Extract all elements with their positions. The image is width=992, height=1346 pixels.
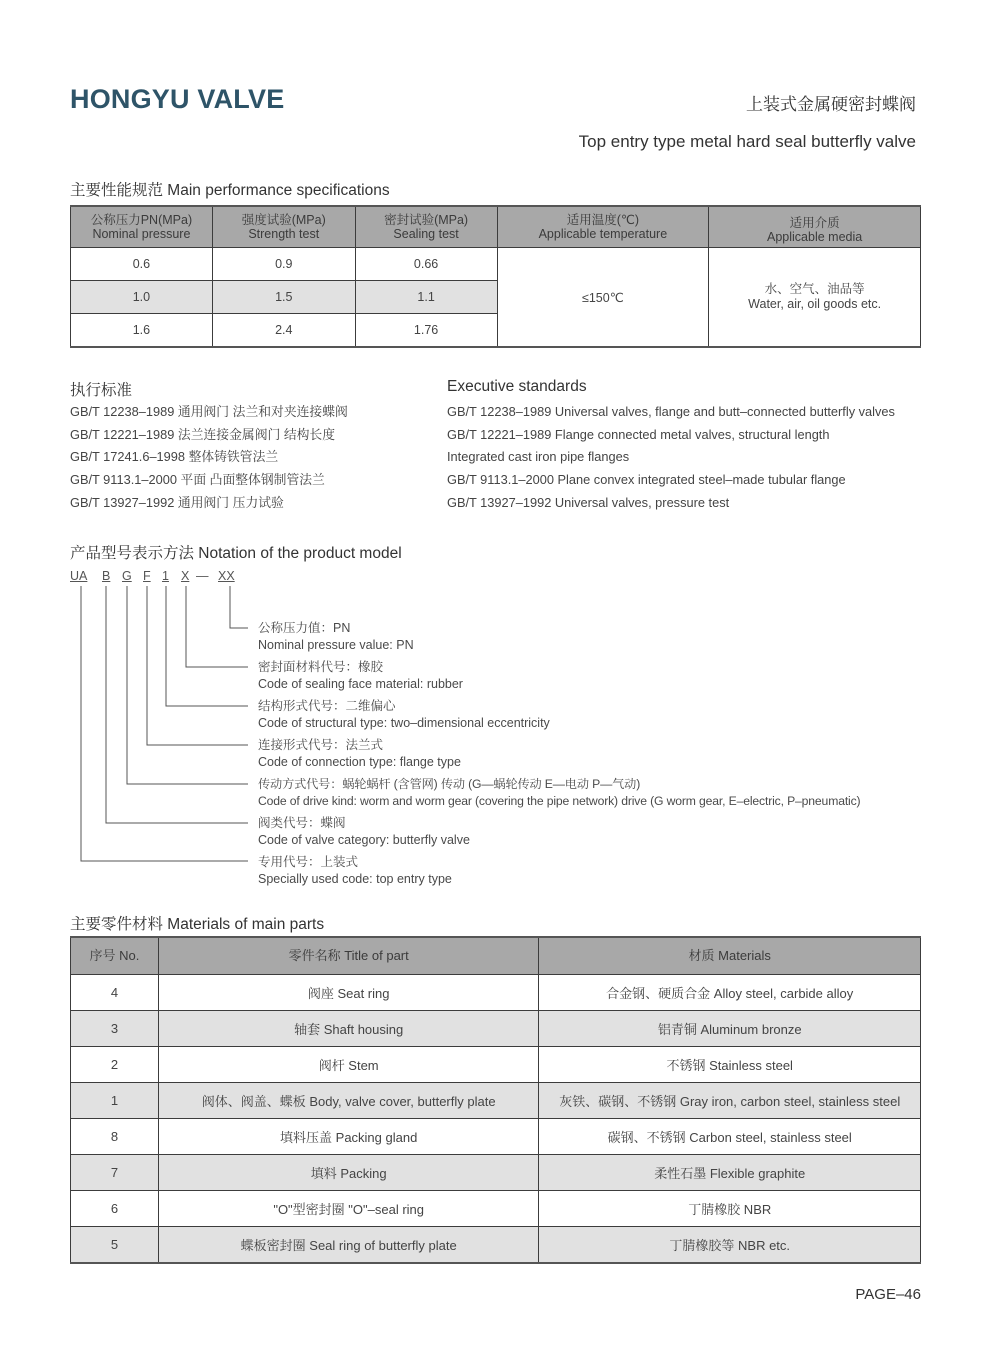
cell-nominal: 0.6	[71, 248, 213, 281]
standard-item: GB/T 12221–1989 法兰连接金属阀门 结构长度	[70, 426, 336, 442]
cell-no: 2	[71, 1047, 159, 1083]
cell-material: 柔性石墨 Flexible graphite	[539, 1155, 921, 1191]
cell-no: 3	[71, 1011, 159, 1047]
cell-material: 灰铁、碳钢、不锈钢 Gray iron, carbon steel, stainless steel	[539, 1083, 921, 1119]
performance-section-title: 主要性能规范 Main performance specifications	[70, 182, 390, 199]
cell-material: 碳钢、不锈钢 Carbon steel, stainless steel	[539, 1119, 921, 1155]
table-row	[71, 1011, 921, 1047]
col-header-strength: 强度试验(MPa) Strength test	[212, 206, 355, 248]
table-row	[71, 975, 921, 1011]
legend-drive-kind: 传动方式代号：蜗轮蜗杆 (含管网) 传动 (G—蜗轮传动 E—电动 P—气动) Code of drive kind: worm and worm gear (covering the pipe network) drive (G worm gear, E–electric, P–pneumatic)	[258, 777, 861, 808]
standard-item: GB/T 13927–1992 通用阀门 压力试验	[70, 494, 284, 510]
code-f: F	[143, 569, 151, 583]
parts-table	[70, 936, 921, 1264]
cell-strength: 0.9	[212, 248, 355, 281]
cell-part: 填料 Packing	[158, 1155, 539, 1191]
cell-strength: 1.5	[212, 281, 355, 314]
cell-sealing: 1.1	[355, 281, 497, 314]
legend-valve-category: 阀类代号：蝶阀 Code of valve category: butterfly valve	[258, 816, 470, 847]
parts-section-title: 主要零件材料 Materials of main parts	[70, 916, 325, 933]
table-row	[71, 1155, 921, 1191]
product-title-en: Top entry type metal hard seal butterfly valve	[578, 132, 916, 151]
code-g: G	[122, 569, 132, 583]
standard-item: GB/T 9113.1–2000 平面 凸面整体钢制管法兰	[70, 472, 325, 488]
standard-item: GB/T 12221–1989 Flange connected metal valves, structural length	[447, 426, 830, 442]
cell-no: 7	[71, 1155, 159, 1191]
product-title-cn: 上装式金属硬密封蝶阀	[746, 95, 916, 114]
code-ua: UA	[70, 569, 88, 583]
cell-no: 1	[71, 1083, 159, 1119]
table-row	[71, 1119, 921, 1155]
cell-sealing: 1.76	[355, 314, 497, 348]
cell-part: 蝶板密封圈 Seal ring of butterfly plate	[158, 1227, 539, 1264]
cell-part: 阀杆 Stem	[158, 1047, 539, 1083]
media-cn: 水、空气、油品等	[764, 282, 865, 296]
code-1: 1	[162, 569, 169, 583]
col-header-part: 零件名称 Title of part	[158, 937, 539, 975]
cell-material: 不锈钢 Stainless steel	[539, 1047, 921, 1083]
cell-material: 铝青铜 Aluminum bronze	[539, 1011, 921, 1047]
cell-no: 6	[71, 1191, 159, 1227]
cell-no: 4	[71, 975, 159, 1011]
cell-sealing: 0.66	[355, 248, 497, 281]
code-x: X	[181, 569, 190, 583]
table-row	[71, 1191, 921, 1227]
cell-part: 阀座 Seat ring	[158, 975, 539, 1011]
model-section-title: 产品型号表示方法 Notation of the product model	[70, 545, 402, 562]
brand-logo: HONGYU VALVE	[70, 84, 285, 114]
legend-connection-type: 连接形式代号：法兰式 Code of connection type: flange type	[258, 738, 461, 769]
col-header-nominal: 公称压力PN(MPa) Nominal pressure	[71, 206, 213, 248]
legend-pressure: 公称压力值：PN Nominal pressure value: PN	[258, 621, 414, 652]
standard-item: GB/T 17241.6–1998 整体铸铁管法兰	[70, 449, 279, 465]
table-row	[71, 1083, 921, 1119]
cell-material: 丁腈橡胶 NBR	[539, 1191, 921, 1227]
standards-title-cn: 执行标准	[70, 382, 133, 399]
cell-material: 合金钢、硬质合金 Alloy steel, carbide alloy	[539, 975, 921, 1011]
standard-item: GB/T 13927–1992 Universal valves, pressure test	[447, 494, 730, 510]
cell-part: 轴套 Shaft housing	[158, 1011, 539, 1047]
cell-nominal: 1.0	[71, 281, 213, 314]
cell-part: "O"型密封圈 "O"–seal ring	[158, 1191, 539, 1227]
col-header-media: 适用介质 Applicable media	[709, 206, 921, 248]
cell-no: 5	[71, 1227, 159, 1264]
col-header-no: 序号 No.	[71, 937, 159, 975]
table-row	[71, 1047, 921, 1083]
code-dash: —	[196, 569, 209, 583]
cell-temperature: ≤150℃	[497, 248, 709, 348]
legend-sealing-material: 密封面材料代号：橡胶 Code of sealing face material: rubber	[258, 660, 463, 691]
cell-no: 8	[71, 1119, 159, 1155]
page-number: PAGE–46	[855, 1286, 921, 1303]
standard-item: GB/T 12238–1989 通用阀门 法兰和对夹连接蝶阀	[70, 404, 348, 419]
code-xx: XX	[218, 569, 235, 583]
legend-special-code: 专用代号：上装式 Specially used code: top entry type	[258, 855, 452, 886]
standard-item: Integrated cast iron pipe flanges	[447, 449, 630, 465]
code-b: B	[102, 569, 111, 583]
standard-item: GB/T 12238–1989 Universal valves, flange and butt–connected butterfly valves	[447, 404, 895, 419]
cell-nominal: 1.6	[71, 314, 213, 348]
cell-material: 丁腈橡胶等 NBR etc.	[539, 1227, 921, 1264]
cell-strength: 2.4	[212, 314, 355, 348]
parts-header-row	[71, 937, 921, 975]
standard-item: GB/T 9113.1–2000 Plane convex integrated steel–made tubular flange	[447, 472, 846, 488]
cell-part: 填料压盖 Packing gland	[158, 1119, 539, 1155]
standards-title-en: Executive standards	[447, 378, 587, 395]
cell-part: 阀体、阀盖、蝶板 Body, valve cover, butterfly plate	[158, 1083, 539, 1119]
table-row	[71, 1227, 921, 1264]
legend-structural-type: 结构形式代号：二维偏心 Code of structural type: two–dimensional eccentricity	[258, 699, 550, 730]
col-header-material: 材质 Materials	[539, 937, 921, 975]
col-header-sealing: 密封试验(MPa) Sealing test	[355, 206, 497, 248]
col-header-temperature: 适用温度(℃) Applicable temperature	[497, 206, 709, 248]
media-en: Water, air, oil goods etc.	[748, 297, 882, 311]
